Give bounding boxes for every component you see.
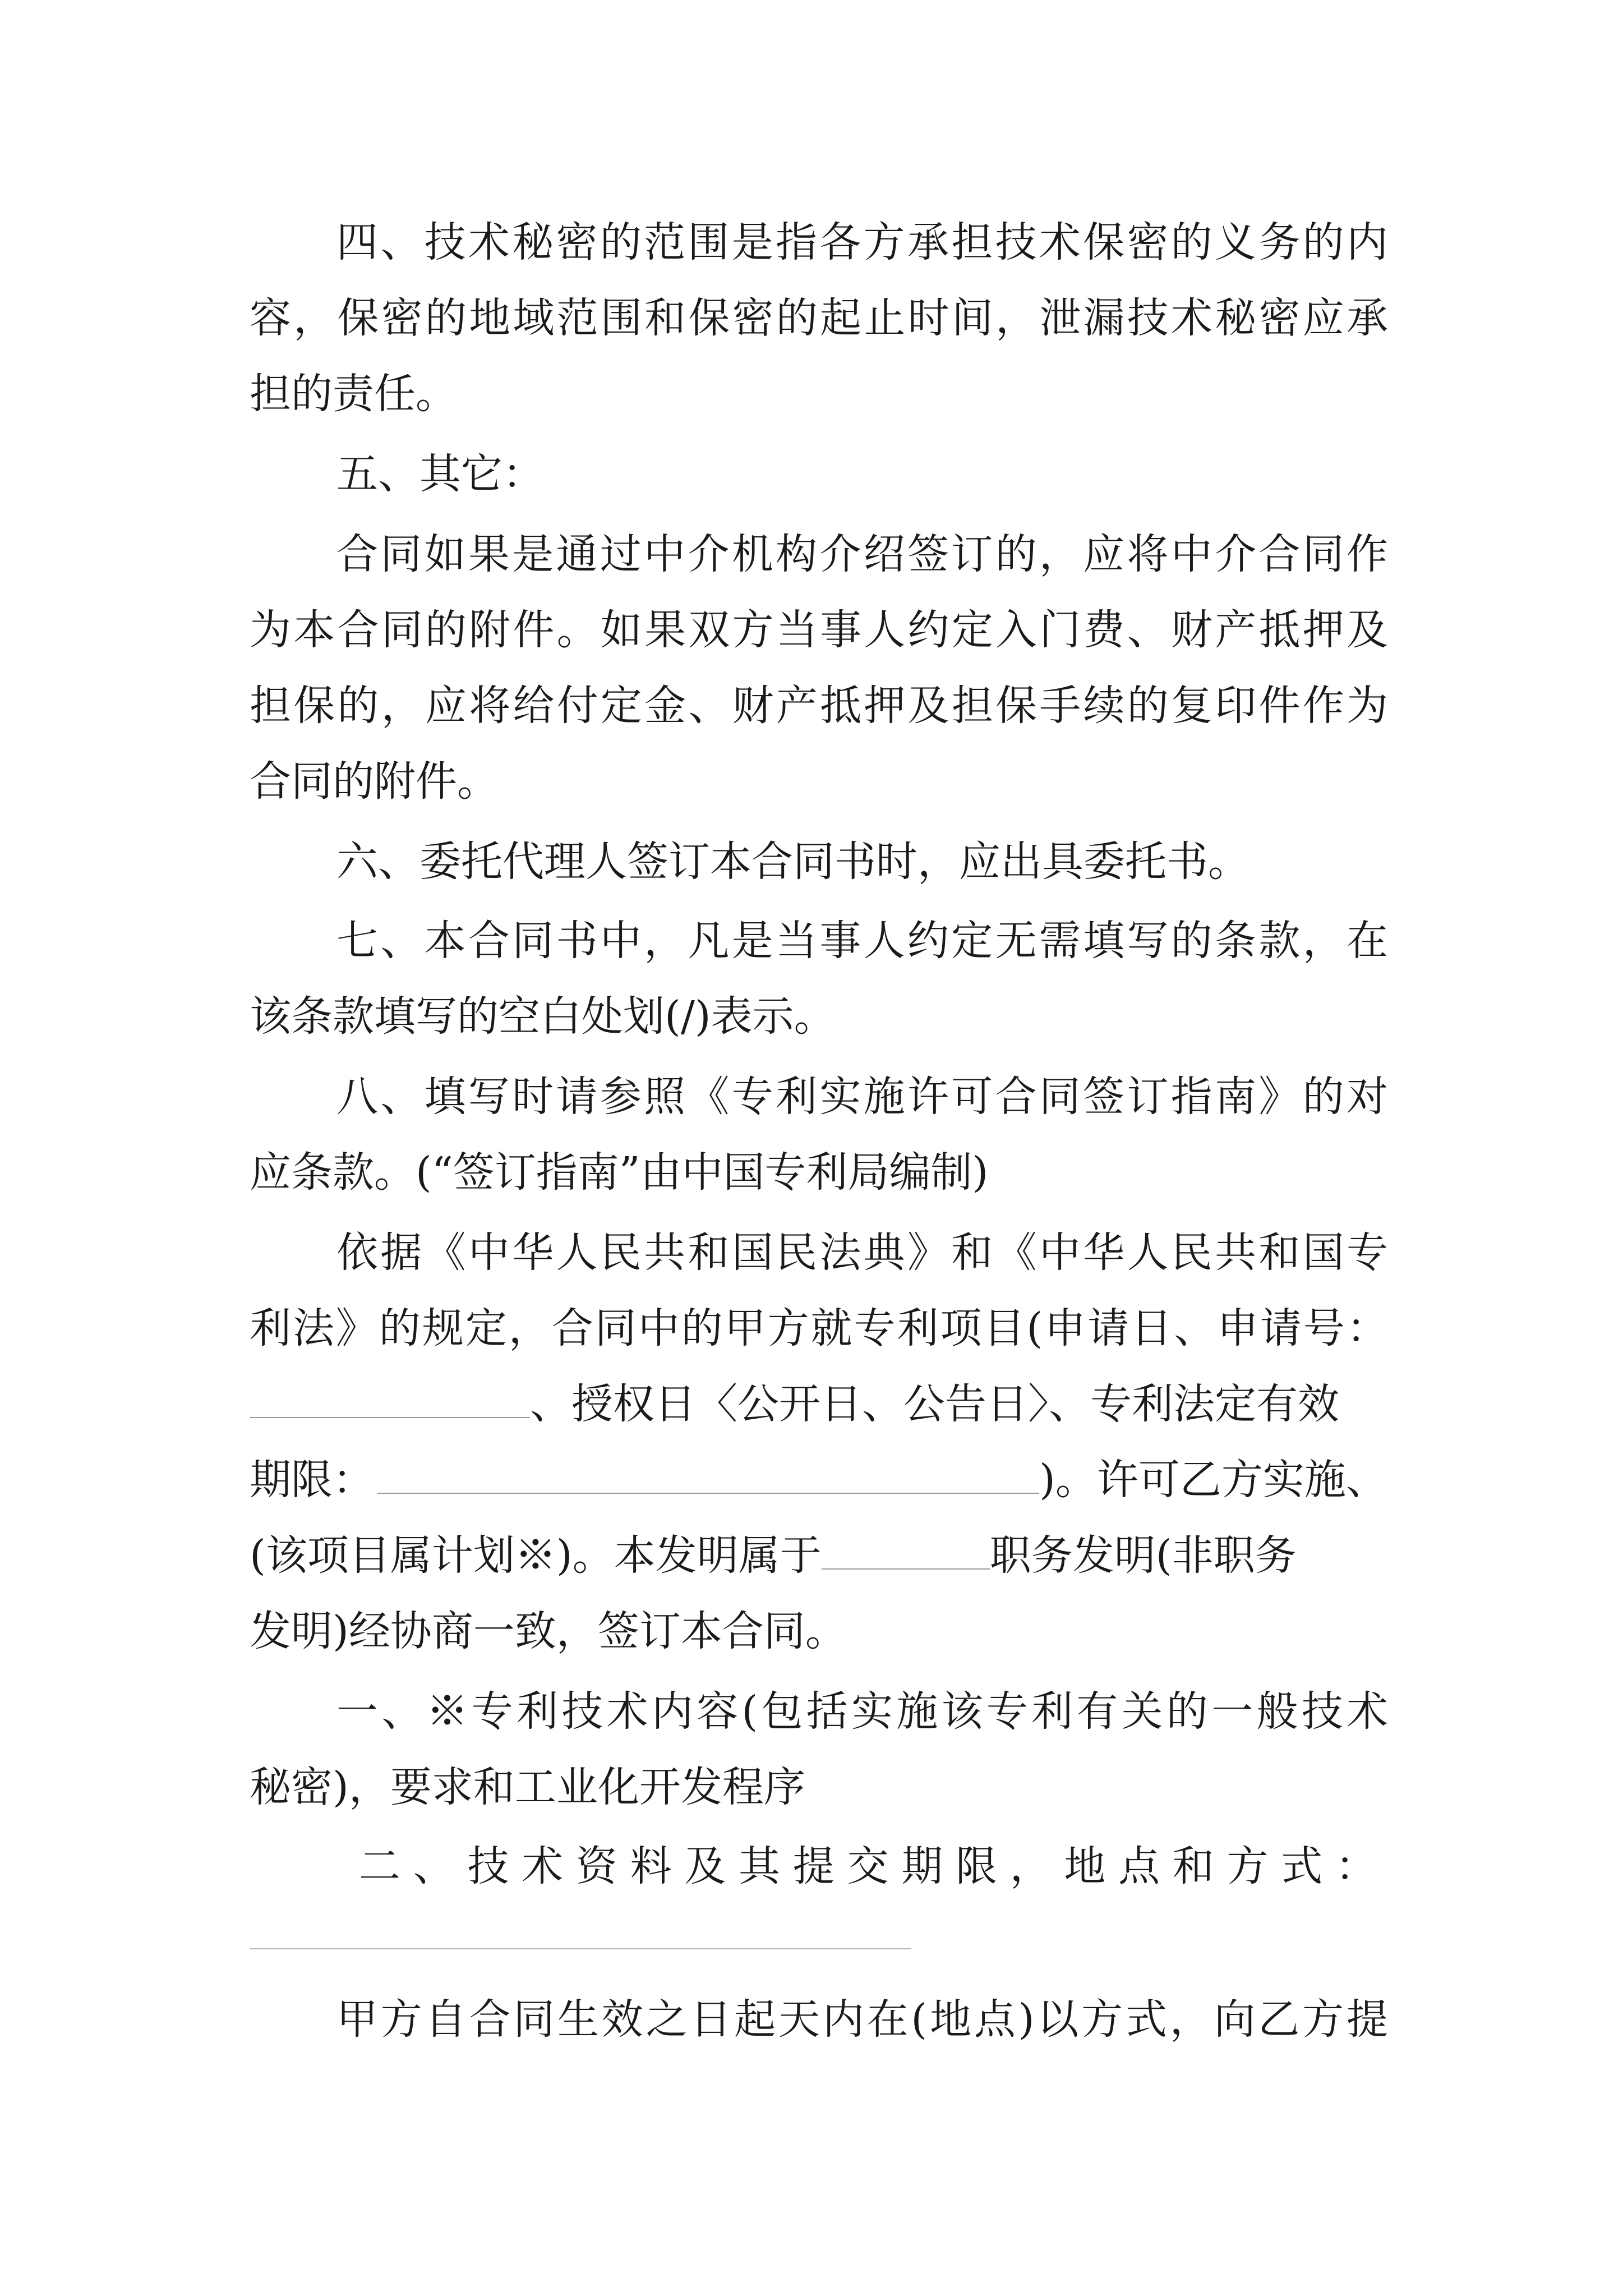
article-1-line-1: 一、※专利技术内容(包括实施该专利有关的一般技术: [336, 1687, 1388, 1736]
preamble-line-6: 发明)经协商一致，签订本合同。: [250, 1607, 847, 1655]
clause-5-line-3: 担保的，应将给付定金、财产抵押及担保手续的复印件作为: [250, 682, 1388, 730]
clause-8-line-2: 应条款。(“签订指南”由中国专利局编制): [250, 1148, 989, 1197]
clause-8-line-1: 八、填写时请参照《专利实施许可合同签订指南》的对: [336, 1073, 1388, 1121]
preamble-line-4-text: )。许可乙方实施、: [1039, 1456, 1387, 1504]
invention-type-blank: [822, 1568, 990, 1570]
preamble-line-4: [250, 1443, 1388, 1516]
preamble-line-5-text-a: (该项目属计划※)。本发明属于: [250, 1531, 822, 1580]
clause-6-line-1: 六、委托代理人签订本合同书时，应出具委托书。: [336, 838, 1249, 886]
validity-period-blank: [377, 1492, 1039, 1494]
clause-7-line-2: 该条款填写的空白处划(/)表示。: [250, 992, 836, 1041]
preamble-line-1: 依据《中华人民共和国民法典》和《中华人民共和国专: [336, 1228, 1388, 1277]
clause-7-line-1: 七、本合同书中，凡是当事人约定无需填写的条款，在: [336, 917, 1388, 965]
preamble-line-5-text-b: 职务发明(非职务: [989, 1531, 1297, 1580]
clause-5-line-4: 合同的附件。: [250, 757, 499, 806]
preamble-line-3-text: 、授权日〈公开日、公告日〉、专利法定有效: [530, 1380, 1339, 1428]
clause-4-line-2: 容，保密的地域范围和保密的起止时间，泄漏技术秘密应承: [250, 294, 1388, 342]
clause-4-line-1: 四、技术秘密的范围是指各方承担技术保密的义务的内: [336, 218, 1388, 266]
validity-label: 期限：: [250, 1456, 374, 1504]
clause-4-line-3: 担的责任。: [250, 370, 457, 418]
article-2-body-line-1: 甲方自合同生效之日起天内在(地点)以方式，向乙方提: [336, 1995, 1388, 2044]
article-2-heading: 二、技术资料及其提交期限，地点和方式：: [359, 1842, 1377, 1890]
article-1-line-2: 秘密)，要求和工业化开发程序: [250, 1763, 805, 1811]
preamble-line-5: [250, 1519, 1388, 1592]
clause-5-line-2: 为本合同的附件。如果双方当事人约定入门费、财产抵押及: [250, 606, 1388, 654]
clause-5-line-1: 合同如果是通过中介机构介绍签订的，应将中介合同作: [336, 530, 1388, 578]
article-2-fill-line: [250, 1948, 911, 1949]
preamble-line-2: 利法》的规定，合同中的甲方就专利项目(申请日、申请号：: [250, 1304, 1388, 1352]
clause-5-title: 五、其它：: [336, 450, 544, 498]
application-number-blank: [250, 1416, 530, 1418]
preamble-line-3: [250, 1368, 1388, 1441]
